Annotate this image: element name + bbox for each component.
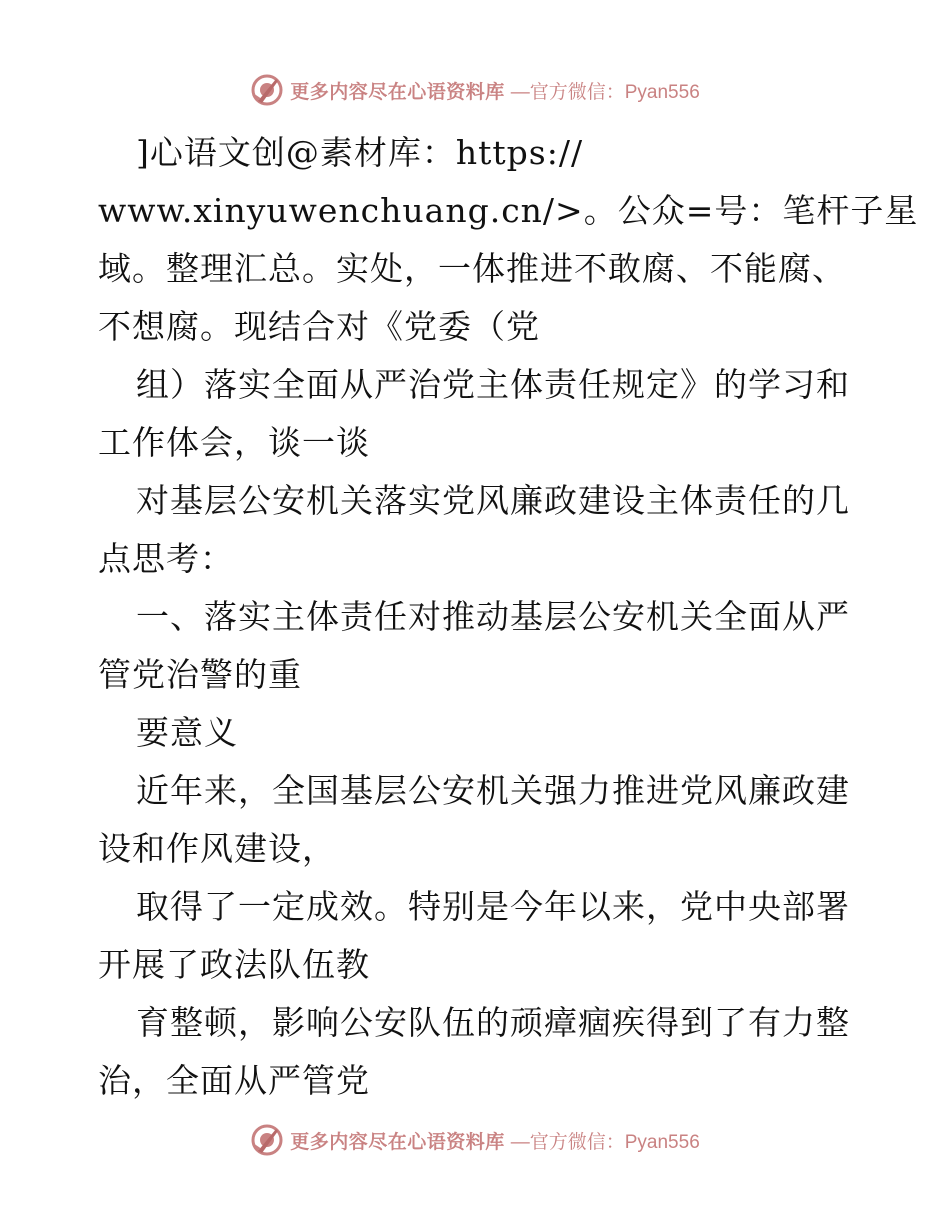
- text-line: www.xinyuwenchuang.cn/>。公众=号：笔杆子星: [98, 191, 919, 230]
- text-line: 组）落实全面从严治党主体责任规定》的学习和: [136, 365, 850, 404]
- text-line: 设和作风建设，: [98, 829, 336, 868]
- header-watermark: [0, 72, 950, 108]
- text-line: 不想腐。现结合对《党委（党: [98, 307, 540, 346]
- section-heading-line: 管党治警的重: [98, 655, 302, 694]
- text-line: 近年来，全国基层公安机关强力推进党风廉政建: [136, 771, 850, 810]
- watermark-contact-text: —官方微信：Pyan556: [510, 81, 700, 103]
- text-line: ]心语文创@素材库：https://: [136, 133, 584, 172]
- text-line: 工作体会，谈一谈: [98, 423, 370, 462]
- text-line: 治，全面从严管党: [98, 1061, 370, 1100]
- text-line: 域。整理汇总。实处，一体推进不敢腐、不能腐、: [98, 249, 846, 288]
- text-line: 对基层公安机关落实党风廉政建设主体责任的几: [136, 481, 850, 520]
- text-line: 取得了一定成效。特别是今年以来，党中央部署: [136, 887, 850, 926]
- footer-watermark: [0, 1122, 950, 1158]
- document-body: [98, 124, 919, 1110]
- watermark-brand-text: 更多内容尽在心语资料库: [290, 80, 505, 103]
- quill-seal-icon: [250, 73, 284, 107]
- quill-seal-icon: [250, 1123, 284, 1157]
- section-heading-line: 一、落实主体责任对推动基层公安机关全面从严: [136, 597, 850, 636]
- watermark-contact-text: —官方微信：Pyan556: [510, 1131, 700, 1153]
- text-line: 开展了政法队伍教: [98, 945, 370, 984]
- text-line: 育整顿，影响公安队伍的顽瘴痼疾得到了有力整: [136, 1003, 850, 1042]
- text-line: 点思考：: [98, 539, 234, 578]
- section-heading-line: 要意义: [136, 713, 238, 752]
- watermark-brand-text: 更多内容尽在心语资料库: [290, 1130, 505, 1153]
